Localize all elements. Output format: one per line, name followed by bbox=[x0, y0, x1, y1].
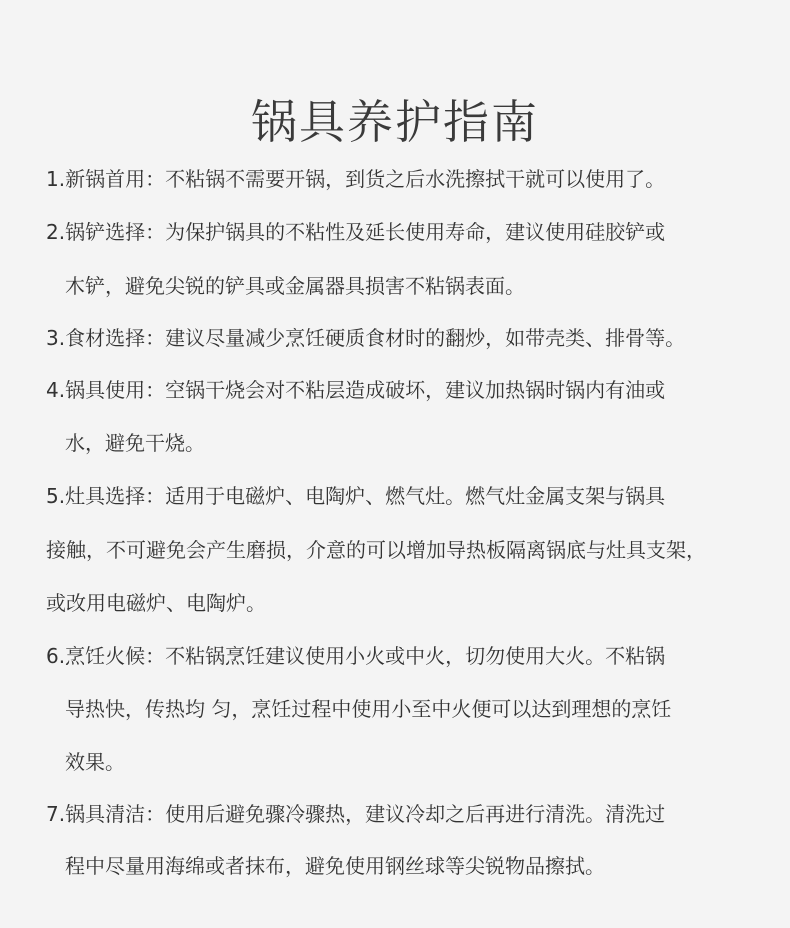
guide-line-2: 2.锅铲选择：为保护锅具的不粘性及延长使用寿命，建议使用硅胶铲或 bbox=[46, 220, 666, 244]
guide-line-6-cont-1: 导热快，传热均 匀，烹饪过程中使用小至中火便可以达到理想的烹饪 bbox=[65, 697, 672, 721]
guide-line-1: 1.新锅首用：不粘锅不需要开锅，到货之后水洗擦拭干就可以使用了。 bbox=[46, 167, 666, 191]
guide-line-5-cont-2: 或改用电磁炉、电陶炉。 bbox=[46, 591, 266, 615]
guide-line-2-cont: 木铲，避免尖锐的铲具或金属器具损害不粘锅表面。 bbox=[65, 274, 525, 298]
guide-line-4-cont: 水，避免干烧。 bbox=[65, 431, 205, 455]
page-title: 锅具养护指南 bbox=[251, 94, 539, 149]
guide-line-5-cont-1: 接触，不可避免会产生磨损，介意的可以增加导热板隔离锅底与灶具支架， bbox=[46, 538, 706, 562]
guide-line-7: 7.锅具清洁：使用后避免骤冷骤热，建议冷却之后再进行清洗。清洗过 bbox=[46, 802, 666, 826]
guide-line-6-cont-2: 效果。 bbox=[65, 750, 125, 774]
guide-line-4: 4.锅具使用：空锅干烧会对不粘层造成破坏，建议加热锅时锅内有油或 bbox=[46, 378, 666, 402]
guide-line-7-cont: 程中尽量用海绵或者抹布，避免使用钢丝球等尖锐物品擦拭。 bbox=[65, 854, 605, 878]
guide-line-5: 5.灶具选择：适用于电磁炉、电陶炉、燃气灶。燃气灶金属支架与锅具 bbox=[46, 484, 666, 508]
guide-line-3: 3.食材选择：建议尽量减少烹饪硬质食材时的翻炒，如带壳类、排骨等。 bbox=[46, 326, 686, 350]
guide-line-6: 6.烹饪火候：不粘锅烹饪建议使用小火或中火，切勿使用大火。不粘锅 bbox=[46, 644, 666, 668]
